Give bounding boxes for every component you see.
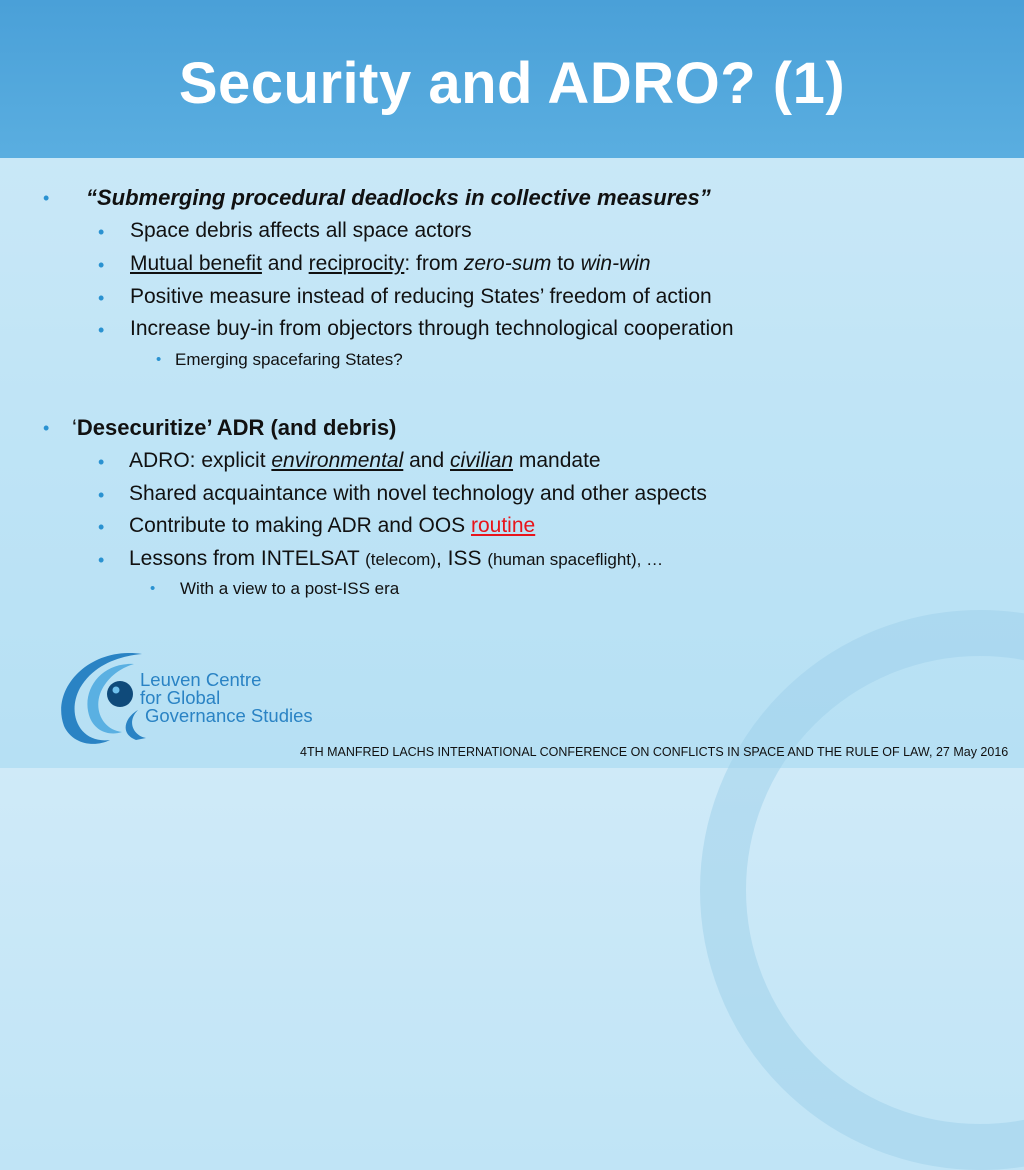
text-segment: Lessons from INTELSAT	[129, 547, 366, 570]
bullet: •	[98, 452, 105, 472]
text-segment: reciprocity	[308, 252, 405, 275]
text-segment: win-win	[580, 252, 651, 275]
section1-subitem: Emerging spacefaring States?	[175, 350, 403, 369]
text-segment: : from	[404, 252, 464, 275]
text-segment: ‘	[72, 415, 77, 440]
logo-line: Leuven Centre	[140, 669, 262, 690]
text-segment: , ISS	[436, 547, 488, 570]
text-segment: mandate	[513, 449, 601, 472]
text-segment: and	[403, 449, 450, 472]
bullet: •	[43, 418, 50, 438]
text-segment: civilian	[450, 449, 514, 472]
bullet: •	[150, 580, 156, 597]
bullet: •	[98, 517, 105, 537]
text-segment: zero-sum	[463, 252, 552, 275]
bullet: •	[156, 351, 162, 368]
text-segment: (telecom)	[365, 550, 436, 569]
text-segment: ADRO: explicit	[129, 449, 272, 472]
logo-line: Governance Studies	[145, 705, 313, 726]
text-segment: to	[551, 252, 581, 275]
section1-item	[130, 252, 651, 276]
bullet: •	[98, 288, 105, 308]
text-segment: environmental	[271, 449, 404, 472]
section1-item: Increase buy-in from objectors through technological cooperation	[130, 317, 734, 340]
text-segment: , …	[636, 550, 664, 569]
text-segment: and	[261, 252, 309, 275]
page-title: Security and ADRO? (1)	[178, 51, 846, 116]
section2-heading	[72, 415, 396, 441]
bullet: •	[98, 320, 105, 340]
section2-item: Shared acquaintance with novel technology and other aspects	[129, 482, 707, 505]
section2-item	[129, 547, 663, 571]
text-segment: Desecuritize’ ADR (and debris)	[76, 415, 397, 440]
bullet: •	[98, 255, 105, 275]
routine-link: routine	[471, 514, 536, 537]
bullet: •	[98, 222, 105, 242]
section2-subitem: With a view to a post-ISS era	[180, 579, 400, 598]
section1-heading: “Submerging procedural deadlocks in collective measures”	[86, 185, 711, 210]
bullet: •	[98, 485, 105, 505]
bullet: •	[98, 550, 105, 570]
bullet: •	[43, 188, 50, 208]
section1-item: Space debris affects all space actors	[130, 219, 472, 242]
footer-text: 4TH MANFRED LACHS INTERNATIONAL CONFERENCE ON CONFLICTS IN SPACE AND THE RULE OF LAW, 27 May 2016	[300, 745, 1009, 759]
section2-item	[129, 449, 601, 473]
logo-line: for Global	[140, 687, 221, 708]
section2-item	[129, 514, 535, 538]
logo-text	[140, 671, 313, 725]
section1-item: Positive measure instead of reducing States’ freedom of action	[130, 285, 712, 308]
text-segment: Contribute to making ADR and OOS	[129, 514, 471, 537]
text-segment: (human spaceflight)	[487, 550, 637, 569]
text-segment: Mutual benefit	[130, 252, 262, 275]
